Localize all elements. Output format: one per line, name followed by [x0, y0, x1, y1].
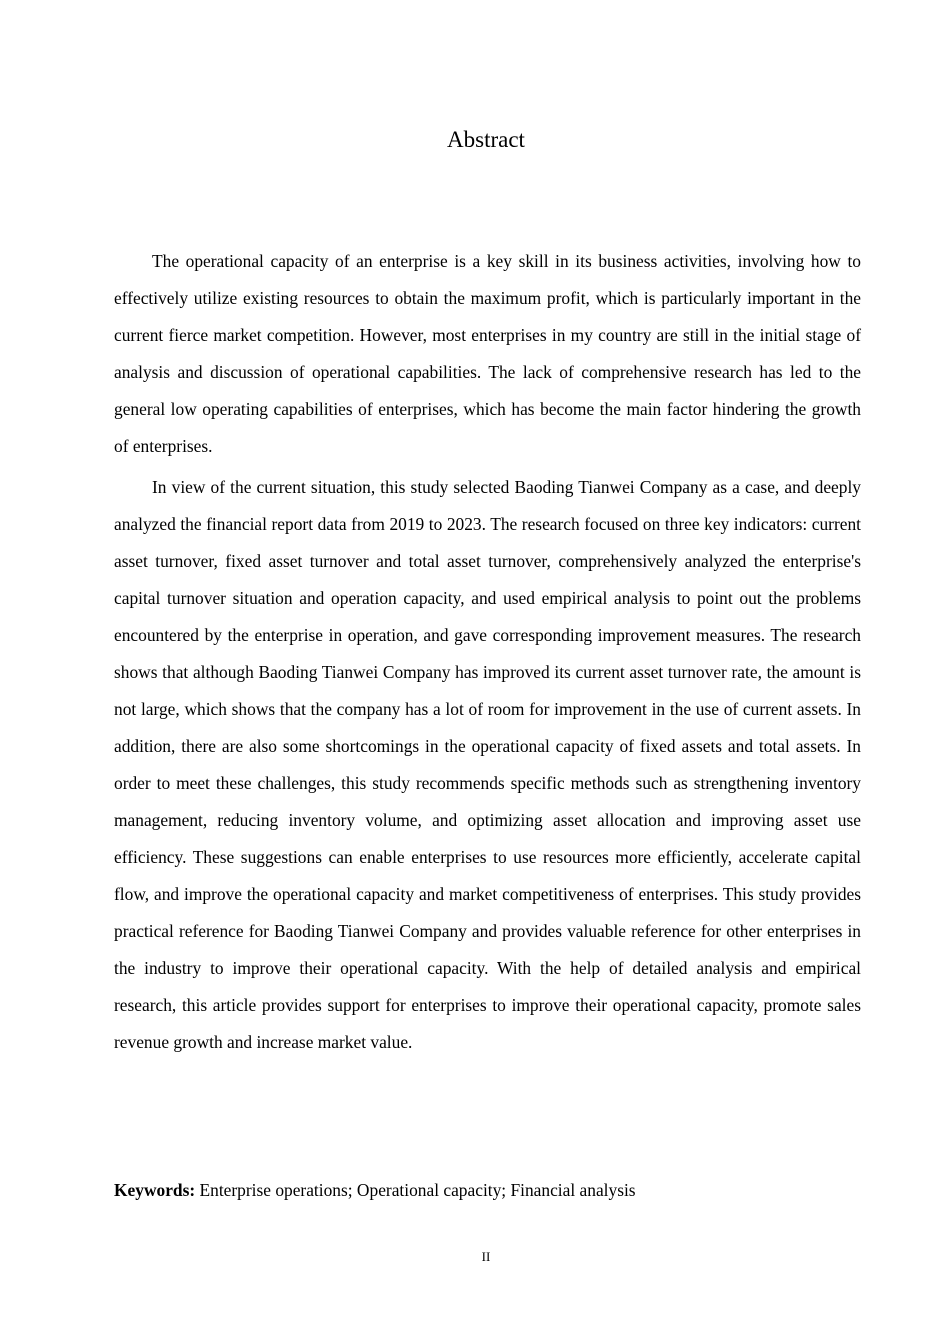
- abstract-paragraph-2: In view of the current situation, this study selected Baoding Tianwei Company as a case, and deeply analyzed the financial report data from 2019 to 2023. The research focused on three key indicators: current asset turnover, fixed asset turnover and total asset turnover, comprehensively analyzed the enterprise's capital turnover situation and operation capacity, and used empirical analysis to point out the problems encountered by the enterprise in operation, and gave corresponding improvement measures. The research shows that although Baoding Tianwei Company has improved its current asset turnover rate, the amount is not large, which shows that the company has a lot of room for improvement in the use of current assets. In addition, there are also some shortcomings in the operational capacity of fixed assets and total assets. In order to meet these challenges, this study recommends specific methods such as strengthening inventory management, reducing inventory volume, and optimizing asset allocation and improving asset use efficiency. These suggestions can enable enterprises to use resources more efficiently, accelerate capital flow, and improve the operational capacity and market competitiveness of enterprises. This study provides practical reference for Baoding Tianwei Company and provides valuable reference for other enterprises in the industry to improve their operational capacity. With the help of detailed analysis and empirical research, this article provides support for enterprises to improve their operational capacity, promote sales revenue growth and increase market value.: [114, 477, 861, 1052]
- page-title: Abstract: [447, 127, 525, 152]
- keywords-line: [114, 1174, 861, 1206]
- abstract-paragraph-1: The operational capacity of an enterprise is a key skill in its business activities, involving how to effectively utilize existing resources to obtain the maximum profit, which is particularly important in the current fierce market competition. However, most enterprises in my country are still in the initial stage of analysis and discussion of operational capabilities. The lack of comprehensive research has led to the general low operating capabilities of enterprises, which has become the main factor hindering the growth of enterprises.: [114, 251, 861, 456]
- keywords-text: Enterprise operations; Operational capacity; Financial analysis: [195, 1180, 636, 1200]
- abstract-body: [114, 243, 861, 1061]
- keywords-label: Keywords:: [114, 1180, 196, 1200]
- page-number: II: [481, 1249, 491, 1264]
